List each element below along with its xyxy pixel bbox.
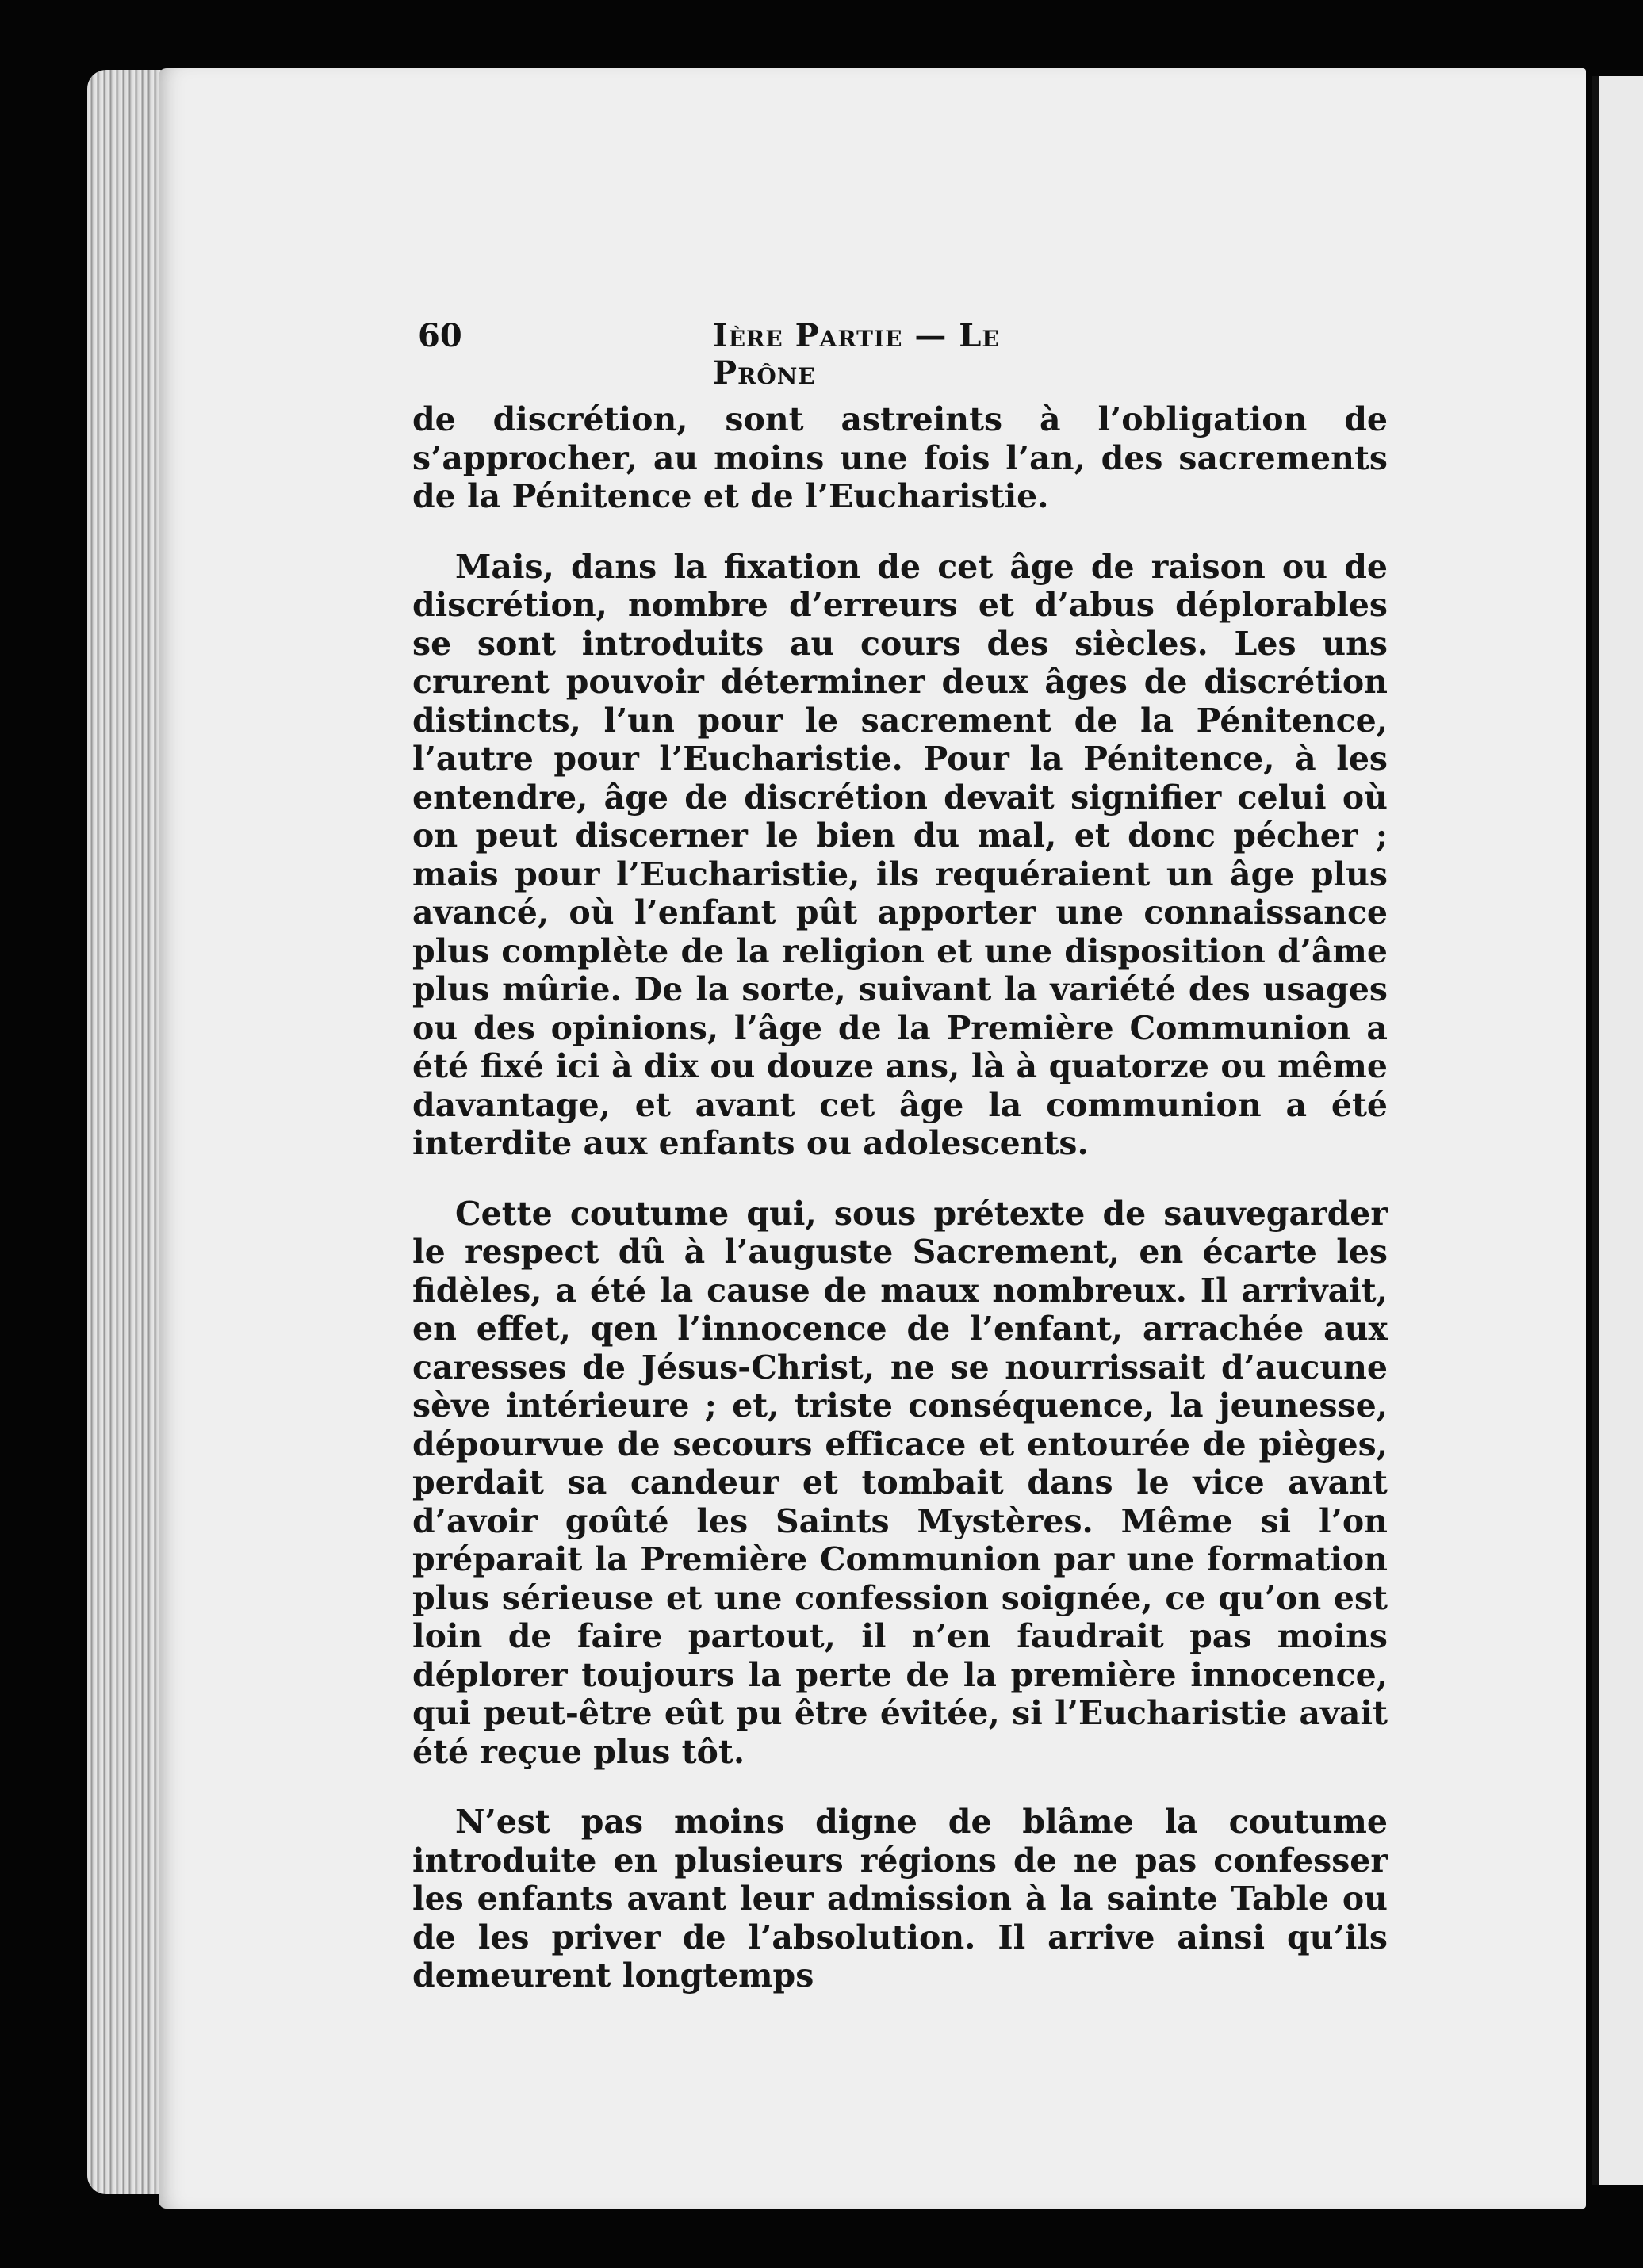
paragraph-2: Mais, dans la fixation de cet âge de raison ou de discrétion, nombre d’erreurs et d’abus déplorables se sont introduits au cours des siècles. Les uns crurent pouvoir déterminer deux âges de discrétion distincts, l’un pour le sacrement de la Pénitence, l’autre pour l’Eucharistie. Pour la Pénitence, à les entendre, âge de discrétion devait signifier celui où on peut discerner le bien du mal, et donc pécher ; mais pour l’Eucharistie, ils requéraient un âge plus avancé, où l’enfant pût apporter une connaissance plus complète de la religion et une disposition d’âme plus mûrie. De la sorte, suivant la variété des usages ou des opinions, l’âge de la Première Communion a été fixé ici à dix ou douze ans, là à quatorze ou même davantage, et avant cet âge la communion a été interdite aux enfants ou adolescents. <box>412 547 1388 1162</box>
running-head <box>418 317 1084 392</box>
running-head-title: Ière Partie — Le Prône <box>713 317 1000 392</box>
facing-page-edge <box>1592 76 1643 2185</box>
page-number: 60 <box>418 317 462 354</box>
body-text <box>412 400 1388 1995</box>
paragraph-3: Cette coutume qui, sous prétexte de sauvegarder le respect dû à l’auguste Sacrement, en écarte les fidèles, a été la cause de maux nombreux. Il arrivait, en effet, qen l’innocence de l’enfant, arrachée aux caresses de Jésus-Christ, ne se nourrissait d’aucune sève intérieure ; et, triste conséquence, la jeunesse, dépourvue de secours efficace et entourée de pièges, perdait sa candeur et tombait dans le vice avant d’avoir goûté les Saints Mystères. Même si l’on préparait la Première Communion par une formation plus sérieuse et une confession soignée, ce qu’on est loin de faire partout, il n’en faudrait pas moins déplorer toujours la perte de la première innocence, qui peut-être eût pu être évitée, si l’Eucharistie avait été reçue plus tôt. <box>412 1194 1388 1771</box>
paragraph-4: N’est pas moins digne de blâme la coutume introduite en plusieurs régions de ne pas confesser les enfants avant leur admission à la sainte Table ou de les priver de l’absolution. Il arrive ainsi qu’ils demeurent longtemps <box>412 1803 1388 1995</box>
paragraph-1: de discrétion, sont astreints à l’obligation de s’approcher, au moins une fois l’an, des sacrements de la Pénitence et de l’Eucharistie. <box>412 400 1388 515</box>
